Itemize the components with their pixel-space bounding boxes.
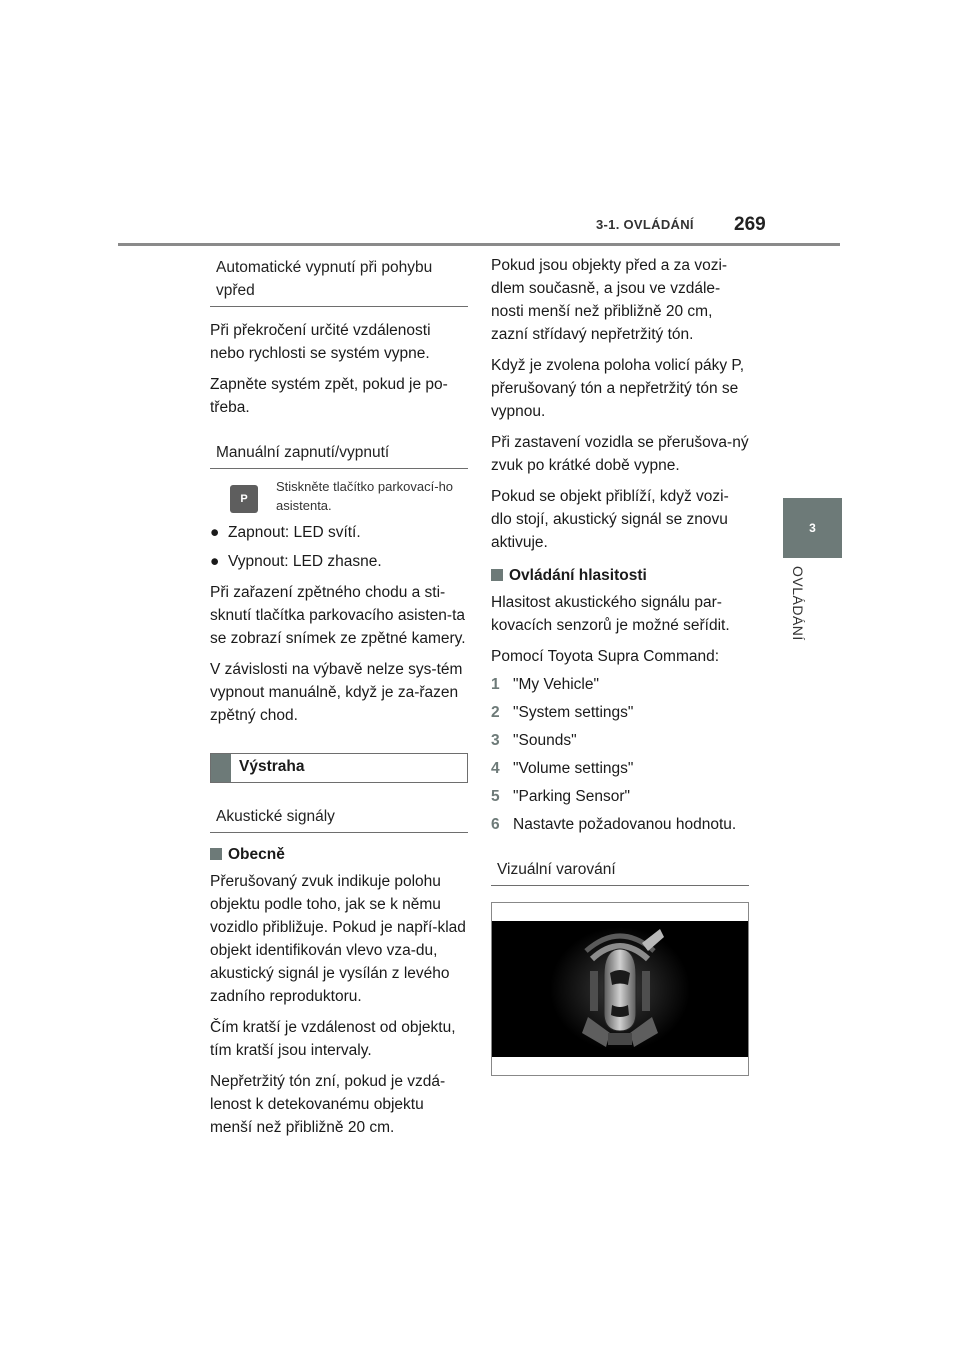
paragraph: Když je zvolena poloha volicí páky P, přerušovaný tón a nepřetržitý tón se vypnou. <box>491 357 745 420</box>
paragraph: Nepřetržitý tón zní, pokud je vzdá-lenost k detekovanému objektu menší než přibližně 20 cm. <box>210 1073 446 1136</box>
button-instruction-text: Stiskněte tlačítko parkovací-ho asistenta. <box>276 479 454 513</box>
list-item: ● Zapnout: LED svítí. <box>210 521 468 544</box>
paragraph: Přerušovaný zvuk indikuje polohu objektu podle toho, jak se k němu vozidlo přibližuje. Pokud je napří-klad objekt identifikován vlevo vza-du, akustický signál je vysílán z levého zadního reproduktoru. <box>210 873 466 1005</box>
bullet-icon: ● <box>210 553 220 570</box>
rear-sensor-zone <box>608 1033 632 1045</box>
car-top-view <box>604 949 636 1031</box>
parking-assistant-button-icon: P <box>230 485 258 513</box>
list-item: 2 "System settings" <box>491 704 634 721</box>
list-item: ● Vypnout: LED zhasne. <box>210 550 468 573</box>
left-sensor-zone <box>590 971 598 1011</box>
chapter-tab: 3 <box>783 498 842 558</box>
paragraph: V závislosti na výbavě nelze sys-tém vypnout manuálně, když je za-řazen zpětný chod. <box>210 661 463 724</box>
paragraph: Zapněte systém zpět, pokud je po-třeba. <box>210 376 448 416</box>
bullet-icon: ● <box>210 524 220 541</box>
section-title: 3-1. OVLÁDÁNÍ <box>596 217 694 232</box>
list-item: 1 "My Vehicle" <box>491 676 599 693</box>
subheading-auto-off: Automatické vypnutí při pohybu vpřed <box>210 252 468 307</box>
paragraph: Pokud se objekt přiblíží, když vozi-dlo stojí, akustický signál se znovu aktivuje. <box>491 488 729 551</box>
square-bullet-icon <box>210 848 222 860</box>
section-heading-general: Obecně <box>210 843 468 866</box>
page-number: 269 <box>734 214 766 235</box>
steps-list <box>491 673 749 836</box>
paragraph: Hlasitost akustického signálu par-kovacích senzorů je možné seřídit. <box>491 594 730 634</box>
list-item: 5 "Parking Sensor" <box>491 788 630 805</box>
right-column <box>491 252 749 1076</box>
paragraph: Pomocí Toyota Supra Command: <box>491 648 720 665</box>
subheading-acoustic: Akustické signály <box>210 801 468 833</box>
square-bullet-icon <box>491 569 503 581</box>
parking-sensor-illustration <box>492 921 748 1057</box>
list-item: 6 Nastavte požadovanou hodnotu. <box>491 816 737 833</box>
subheading-manual: Manuální zapnutí/vypnutí <box>210 437 468 469</box>
paragraph: Pokud jsou objekty před a za vozi-dlem současně, a jsou ve vzdále-nosti menší než přibližně 20 cm, zazní střídavý nepřetržitý tón. <box>491 257 728 343</box>
warning-label: Výstraha <box>239 758 305 775</box>
car-windshield <box>610 970 630 985</box>
paragraph: Při zařazení zpětného chodu a sti-sknutí tlačítka parkovacího asisten-ta se zobrazí snímek ze zpětné kamery. <box>210 584 466 647</box>
section-heading-volume: Ovládání hlasitosti <box>491 564 749 587</box>
left-column <box>210 252 468 1139</box>
parking-sensor-display-figure <box>491 902 749 1076</box>
button-instruction-row <box>210 477 468 515</box>
paragraph: Při překročení určité vzdálenosti nebo rychlosti se systém vypne. <box>210 322 431 362</box>
subheading-visual: Vizuální varování <box>491 854 749 886</box>
warning-box <box>210 753 468 783</box>
paragraph: Čím kratší je vzdálenost od objektu, tím kratší jsou intervaly. <box>210 1019 456 1059</box>
paragraph: Při zastavení vozidla se přerušova-ný zvuk po krátké době vypne. <box>491 434 749 474</box>
list-item: 3 "Sounds" <box>491 732 577 749</box>
chapter-label: OVLÁDÁNÍ <box>790 566 806 641</box>
right-sensor-zone <box>642 971 650 1011</box>
list-item: 4 "Volume settings" <box>491 760 634 777</box>
header-rule <box>118 243 840 246</box>
warning-bar <box>211 754 231 782</box>
